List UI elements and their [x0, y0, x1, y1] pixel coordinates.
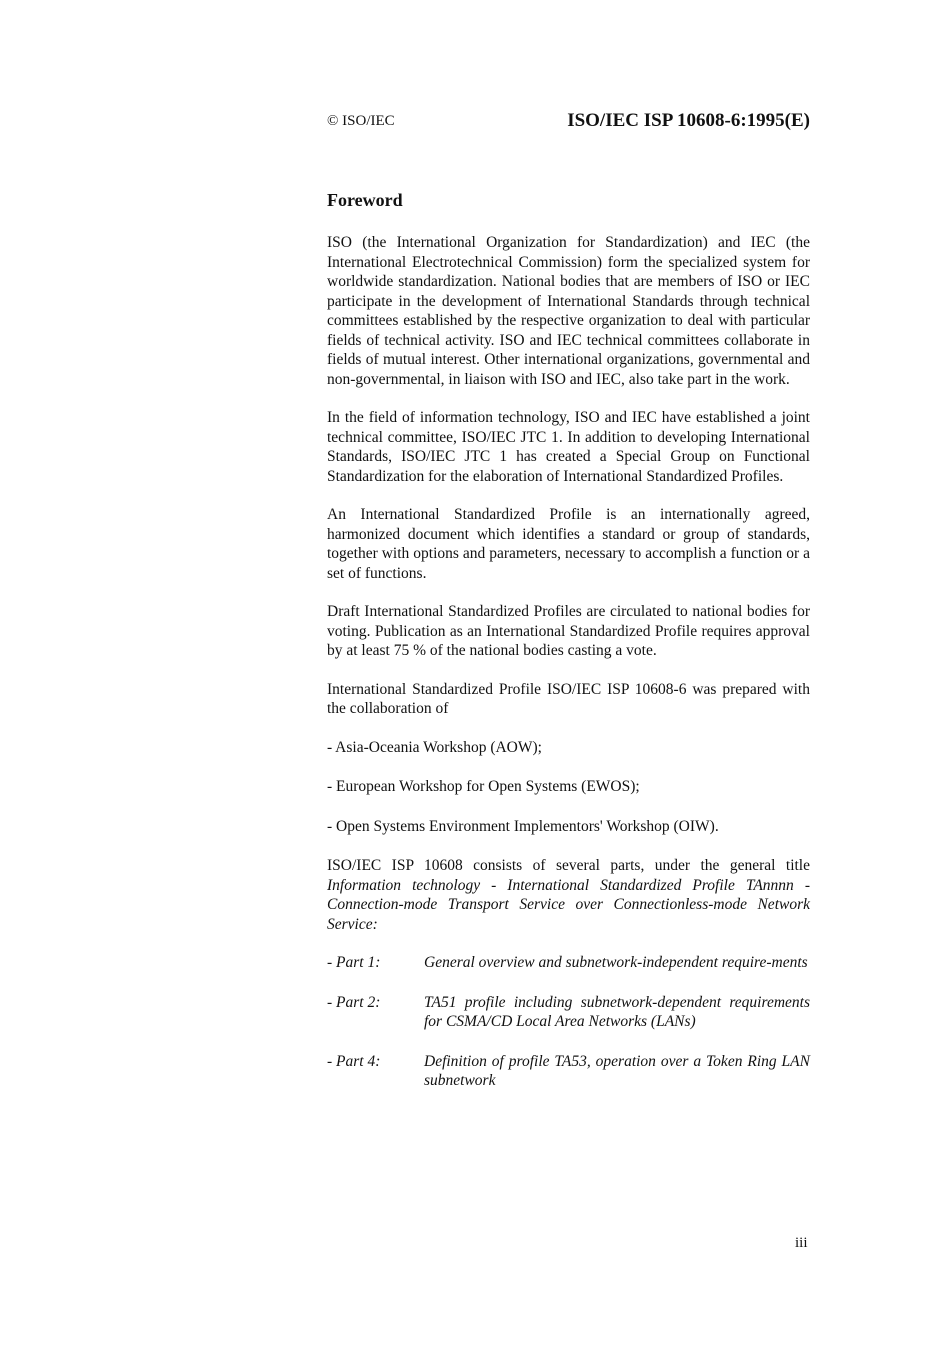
- part-label: - Part 2:: [327, 993, 381, 1011]
- document-id: ISO/IEC ISP 10608-6:1995(E): [567, 110, 810, 131]
- part-label: - Part 4:: [327, 1052, 381, 1070]
- parts-intro: [327, 856, 810, 934]
- part-label: - Part 1:: [327, 954, 381, 971]
- list-item: - Open Systems Environment Implementors' Workshop (OIW).: [327, 817, 719, 835]
- paragraph: Draft International Standardized Profiles are circulated to national bodies for voting. Publication as an International Standardized Profile requires approval by at least 75 % of the national bodies casting a vote.: [327, 603, 810, 659]
- paragraph: ISO (the International Organization for Standardization) and IEC (the International Electrotechnical Commission) form the specialized system for worldwide standardization. National bodies that are members of ISO or IEC participate in the development of International Standards through technical committees established by the respective organization to deal with particular fields of technical activity. ISO and IEC technical committees collaborate in fields of mutual interest. Other international organizations, governmental and non-governmental, in liaison with ISO and IEC, also take part in the work.: [327, 234, 810, 388]
- copyright-label: © ISO/IEC: [327, 113, 395, 129]
- part-entry: [327, 993, 810, 1032]
- list-item: - Asia-Oceania Workshop (AOW);: [327, 738, 542, 756]
- parts-intro-title: Information technology - International Standardized Profile TAnnnn - Connection-mode Transport Service over Connectionless-mode Network Service:: [327, 876, 810, 933]
- section-heading: Foreword: [327, 190, 403, 210]
- paragraph: International Standardized Profile ISO/IEC ISP 10608-6 was prepared with the collaboration of: [327, 680, 810, 717]
- list-item: - European Workshop for Open Systems (EWOS);: [327, 778, 640, 795]
- parts-intro-lead: ISO/IEC ISP 10608 consists of several parts, under the general title: [327, 857, 810, 874]
- page-number: iii: [795, 1235, 808, 1251]
- foreword-body: [327, 190, 810, 1111]
- paragraph: In the field of information technology, ISO and IEC have established a joint technical committee, ISO/IEC JTC 1. In addition to developing International Standards, ISO/IEC JTC 1 has created a Special Group on Functional Standardization for the elaboration of International Standardized Profiles.: [327, 409, 810, 485]
- paragraph: An International Standardized Profile is an internationally agreed, harmonized document which identifies a standard or group of standards, together with options and parameters, necessary to accomplish a function or a set of functions.: [327, 506, 810, 582]
- part-description: Definition of profile TA53, operation over a Token Ring LAN subnetwork: [424, 1052, 810, 1089]
- part-description: TA51 profile including subnetwork-dependent requirements for CSMA/CD Local Area Networks (LANs): [424, 993, 810, 1030]
- part-description: General overview and subnetwork-independent require-ments: [424, 954, 808, 971]
- part-entry: [327, 1052, 810, 1091]
- part-entry: [327, 953, 810, 973]
